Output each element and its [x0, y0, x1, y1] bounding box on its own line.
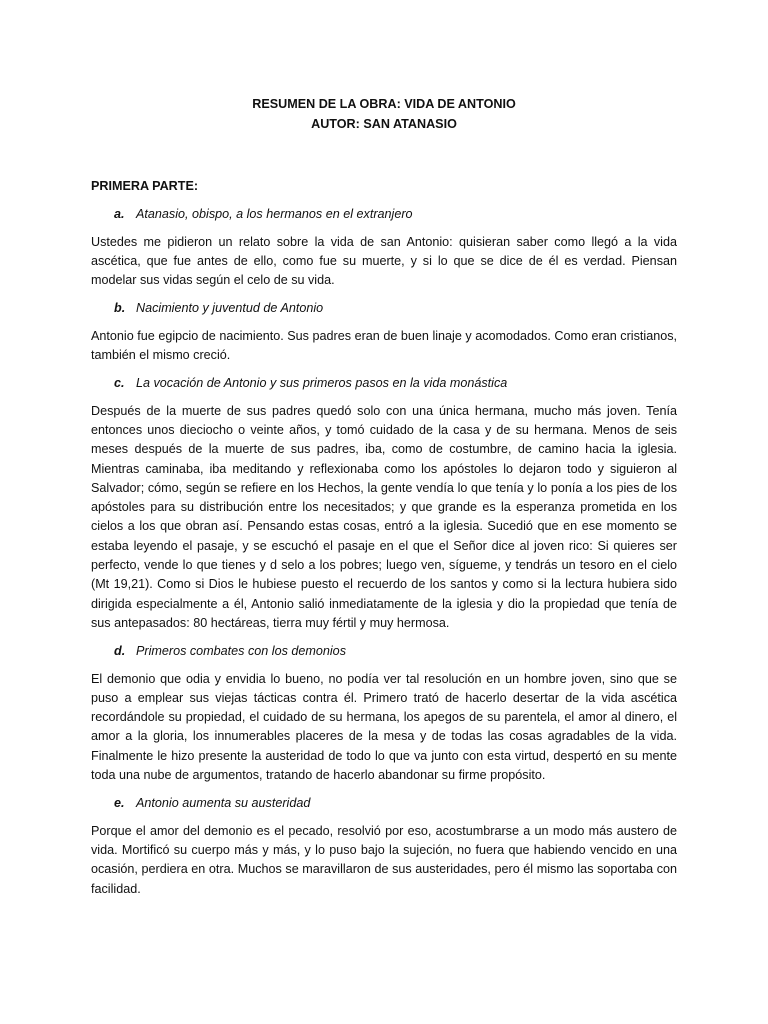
document-title: RESUMEN DE LA OBRA: VIDA DE ANTONIO — [252, 97, 516, 111]
section-letter: c. — [114, 376, 125, 391]
section-title: Primeros combates con los demonios — [136, 644, 346, 659]
document-author: AUTOR: SAN ATANASIO — [311, 117, 457, 131]
section-title: La vocación de Antonio y sus primeros pasos en la vida monástica — [136, 376, 508, 391]
section-letter: e. — [114, 796, 125, 811]
section-title: Nacimiento y juventud de Antonio — [136, 301, 324, 316]
section-letter: d. — [114, 644, 126, 659]
section-paragraph-a: Ustedes me pidieron un relato sobre la vida de san Antonio: quisieran saber como llegó a la vida ascética, que fue antes de ello, como fue su muerte, y si lo que se dice de él es verdad. Piensan modelar sus vidas según el celo de su vida. — [91, 234, 677, 288]
section-title: Antonio aumenta su austeridad — [136, 796, 311, 811]
section-paragraph-e: Porque el amor del demonio es el pecado, resolvió por eso, acostumbrarse a un modo más austero de vida. Mortificó su cuerpo más y más, y lo puso bajo la sujeción, no fuera que habiendo vencido en una ocasión, perdiera en otra. Muchos se maravillaron de sus austeridades, pero él mismo las soportaba con facilidad. — [91, 823, 677, 896]
section-heading-a — [91, 205, 677, 224]
section-letter: b. — [114, 301, 126, 316]
title-block — [0, 94, 768, 134]
part-heading: PRIMERA PARTE: — [91, 179, 199, 193]
section-paragraph-b: Antonio fue egipcio de nacimiento. Sus padres eran de buen linaje y acomodados. Como eran cristianos, también el mismo creció. — [91, 328, 677, 363]
section-title: Atanasio, obispo, a los hermanos en el extranjero — [136, 207, 413, 222]
section-heading-e — [91, 794, 677, 813]
section-heading-c — [91, 374, 677, 393]
section-paragraph-d: El demonio que odia y envidia lo bueno, no podía ver tal resolución en un hombre joven, sino que se puso a emplear sus viejas tácticas contra él. Primero trató de hacerlo desertar de la vida ascética recordándole su propiedad, el cuidado de su hermana, los apegos de su parentela, el amor al dinero, el amor a la gloria, los innumerables placeres de la mesa y de todas las cosas agradables de la vida. Finalmente le hizo presente la austeridad de todo lo que va junto con esta virtud, despertó en su mente toda una nube de argumentos, tratando de hacerlo abandonar su firme propósito. — [91, 671, 677, 783]
section-paragraph-c: Después de la muerte de sus padres quedó solo con una única hermana, mucho más joven. Tenía entonces unos dieciocho o veinte años, y tomó cuidado de la casa y de su hermana. Menos de seis meses después de la muerte de sus padres, iba, como de costumbre, de camino hacia la iglesia. Mientras caminaba, iba meditando y reflexionaba como los apóstoles lo dejaron todo y siguieron al Salvador; cómo, según se refiere en los Hechos, la gente vendía lo que tenía y lo ponía a los pies de los apóstoles para su distribución entre los necesitados; y que grande es la esperanza prometida en los cielos a los que obran así. Pensando estas cosas, entró a la iglesia. Sucedió que en ese momento se estaba leyendo el pasaje, y se escuchó el pasaje en el que el Señor dice al joven rico: Si quieres ser perfecto, vende lo que tienes y d selo a los pobres; luego ven, sígueme, y tendrás un tesoro en el cielo (Mt 19,21). Como si Dios le hubiese puesto el recuerdo de los santos y como si la lectura hubiera sido dirigida especialmente a él, Antonio salió inmediatamente de la iglesia y dio la propiedad que tenía de sus antepasados: 80 hectáreas, tierra muy fértil y muy hermosa. — [91, 403, 677, 630]
section-heading-d — [91, 642, 677, 661]
section-heading-b — [91, 299, 677, 318]
section-letter: a. — [114, 207, 125, 222]
document-body — [91, 177, 677, 908]
